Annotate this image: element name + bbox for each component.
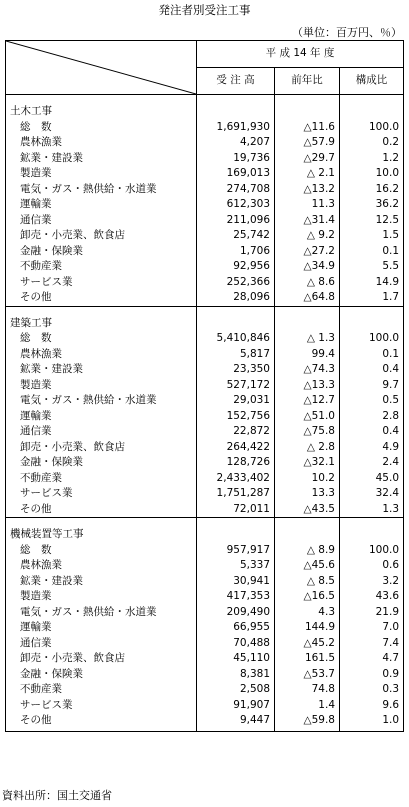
amount-cell: 209,490 — [197, 605, 275, 621]
yoy-cell: △53.7 — [275, 667, 340, 683]
share-cell: 32.4 — [340, 486, 404, 502]
table-row — [6, 440, 404, 456]
yoy-cell: △45.6 — [275, 558, 340, 574]
orders-table — [5, 40, 404, 732]
table-row — [6, 378, 404, 394]
amount-cell: 2,433,402 — [197, 471, 275, 487]
yoy-cell: △57.9 — [275, 135, 340, 151]
empty-cell — [340, 316, 404, 332]
amount-cell: 152,756 — [197, 409, 275, 425]
share-cell: 2.4 — [340, 455, 404, 471]
share-cell: 3.2 — [340, 574, 404, 590]
amount-cell: 169,013 — [197, 166, 275, 182]
section-spacer — [6, 306, 404, 316]
amount-cell: 274,708 — [197, 182, 275, 198]
spacer-cell — [197, 518, 275, 528]
share-cell: 1.2 — [340, 151, 404, 167]
row-label: 金融・保険業 — [6, 667, 197, 683]
table-row — [6, 213, 404, 229]
amount-cell: 22,872 — [197, 424, 275, 440]
amount-cell: 417,353 — [197, 589, 275, 605]
empty-cell — [275, 104, 340, 120]
amount-cell: 30,941 — [197, 574, 275, 590]
amount-cell: 25,742 — [197, 228, 275, 244]
row-label: 金融・保険業 — [6, 455, 197, 471]
share-cell: 0.1 — [340, 347, 404, 363]
empty-cell — [197, 316, 275, 332]
table-row — [6, 120, 404, 136]
amount-cell: 66,955 — [197, 620, 275, 636]
share-cell: 7.4 — [340, 636, 404, 652]
section-spacer — [6, 95, 404, 105]
row-label: サービス業 — [6, 698, 197, 714]
amount-cell: 9,447 — [197, 713, 275, 729]
yoy-cell: △11.6 — [275, 120, 340, 136]
amount-cell: 612,303 — [197, 197, 275, 213]
row-label: その他 — [6, 502, 197, 518]
table-row — [6, 228, 404, 244]
yoy-cell: △ 8.6 — [275, 275, 340, 291]
amount-cell: 92,956 — [197, 259, 275, 275]
section-spacer — [6, 518, 404, 528]
row-label: 農林漁業 — [6, 347, 197, 363]
table-end-spacer — [6, 729, 404, 732]
amount-cell: 5,337 — [197, 558, 275, 574]
share-cell: 0.3 — [340, 682, 404, 698]
row-label: 総 数 — [6, 120, 197, 136]
share-cell: 43.6 — [340, 589, 404, 605]
share-cell: 0.9 — [340, 667, 404, 683]
header-amount: 受 注 高 — [197, 68, 275, 95]
share-cell: 4.9 — [340, 440, 404, 456]
share-cell: 9.7 — [340, 378, 404, 394]
row-label: 通信業 — [6, 424, 197, 440]
share-cell: 45.0 — [340, 471, 404, 487]
empty-cell — [197, 527, 275, 543]
share-cell: 0.1 — [340, 244, 404, 260]
row-label: 運輸業 — [6, 409, 197, 425]
yoy-cell: △13.3 — [275, 378, 340, 394]
spacer-cell — [275, 729, 340, 732]
empty-cell — [340, 527, 404, 543]
yoy-cell: △13.2 — [275, 182, 340, 198]
share-cell: 1.0 — [340, 713, 404, 729]
table-row — [6, 393, 404, 409]
amount-cell: 1,691,930 — [197, 120, 275, 136]
amount-cell: 23,350 — [197, 362, 275, 378]
spacer-cell — [6, 95, 197, 105]
empty-cell — [340, 104, 404, 120]
yoy-cell: △51.0 — [275, 409, 340, 425]
amount-cell: 91,907 — [197, 698, 275, 714]
table-row — [6, 409, 404, 425]
table-row — [6, 182, 404, 198]
table-row — [6, 135, 404, 151]
row-label: 製造業 — [6, 378, 197, 394]
share-cell: 9.6 — [340, 698, 404, 714]
share-cell: 4.7 — [340, 651, 404, 667]
spacer-cell — [340, 518, 404, 528]
yoy-cell: 144.9 — [275, 620, 340, 636]
yoy-cell: 10.2 — [275, 471, 340, 487]
table-row — [6, 424, 404, 440]
row-label: 運輸業 — [6, 197, 197, 213]
empty-cell — [197, 104, 275, 120]
yoy-cell: △34.9 — [275, 259, 340, 275]
yoy-cell: 99.4 — [275, 347, 340, 363]
yoy-cell: 13.3 — [275, 486, 340, 502]
share-cell: 36.2 — [340, 197, 404, 213]
row-label: 卸売・小売業、飲食店 — [6, 651, 197, 667]
share-cell: 2.8 — [340, 409, 404, 425]
table-row — [6, 543, 404, 559]
table-row — [6, 667, 404, 683]
yoy-cell: 4.3 — [275, 605, 340, 621]
row-label: 鉱業・建設業 — [6, 151, 197, 167]
yoy-cell: △59.8 — [275, 713, 340, 729]
section-heading: 機械装置等工事 — [6, 527, 197, 543]
table-row — [6, 574, 404, 590]
table-row — [6, 636, 404, 652]
yoy-cell: △ 2.8 — [275, 440, 340, 456]
share-cell: 100.0 — [340, 120, 404, 136]
share-cell: 0.6 — [340, 558, 404, 574]
amount-cell: 1,706 — [197, 244, 275, 260]
spacer-cell — [6, 306, 197, 316]
amount-cell: 5,410,846 — [197, 331, 275, 347]
yoy-cell: △32.1 — [275, 455, 340, 471]
amount-cell: 2,508 — [197, 682, 275, 698]
row-label: 不動産業 — [6, 471, 197, 487]
table-row — [6, 166, 404, 182]
table-row — [6, 455, 404, 471]
table-row — [6, 682, 404, 698]
table-row — [6, 620, 404, 636]
yoy-cell: 74.8 — [275, 682, 340, 698]
section-heading-row — [6, 104, 404, 120]
table-row — [6, 151, 404, 167]
yoy-cell: △ 9.2 — [275, 228, 340, 244]
share-cell: 100.0 — [340, 543, 404, 559]
spacer-cell — [275, 306, 340, 316]
share-cell: 16.2 — [340, 182, 404, 198]
row-label: その他 — [6, 713, 197, 729]
share-cell: 0.2 — [340, 135, 404, 151]
table-row — [6, 362, 404, 378]
amount-cell: 527,172 — [197, 378, 275, 394]
share-cell: 7.0 — [340, 620, 404, 636]
unit-note: （単位：百万円、％） — [292, 26, 402, 39]
row-label: 金融・保険業 — [6, 244, 197, 260]
share-cell: 1.3 — [340, 502, 404, 518]
share-cell: 21.9 — [340, 605, 404, 621]
amount-cell: 264,422 — [197, 440, 275, 456]
amount-cell: 252,366 — [197, 275, 275, 291]
yoy-cell: △16.5 — [275, 589, 340, 605]
yoy-cell: △27.2 — [275, 244, 340, 260]
amount-cell: 128,726 — [197, 455, 275, 471]
yoy-cell: △ 8.9 — [275, 543, 340, 559]
header-year: 平 成 14 年 度 — [197, 41, 404, 68]
spacer-cell — [197, 306, 275, 316]
row-label: 不動産業 — [6, 259, 197, 275]
table-row — [6, 651, 404, 667]
yoy-cell: △31.4 — [275, 213, 340, 229]
yoy-cell: 161.5 — [275, 651, 340, 667]
row-label: 通信業 — [6, 636, 197, 652]
section-heading-row — [6, 316, 404, 332]
share-cell: 14.9 — [340, 275, 404, 291]
row-label: 製造業 — [6, 589, 197, 605]
share-cell: 10.0 — [340, 166, 404, 182]
table-row — [6, 713, 404, 729]
row-label: 電気・ガス・熱供給・水道業 — [6, 182, 197, 198]
spacer-cell — [6, 729, 197, 732]
row-label: 農林漁業 — [6, 135, 197, 151]
amount-cell: 72,011 — [197, 502, 275, 518]
share-cell: 5.5 — [340, 259, 404, 275]
yoy-cell: △64.8 — [275, 290, 340, 306]
header-diagonal-cell — [6, 41, 197, 95]
yoy-cell: △ 1.3 — [275, 331, 340, 347]
amount-cell: 8,381 — [197, 667, 275, 683]
yoy-cell: △ 8.5 — [275, 574, 340, 590]
amount-cell: 70,488 — [197, 636, 275, 652]
row-label: 通信業 — [6, 213, 197, 229]
yoy-cell: 11.3 — [275, 197, 340, 213]
amount-cell: 28,096 — [197, 290, 275, 306]
spacer-cell — [6, 518, 197, 528]
share-cell: 1.5 — [340, 228, 404, 244]
spacer-cell — [275, 95, 340, 105]
row-label: 農林漁業 — [6, 558, 197, 574]
spacer-cell — [197, 729, 275, 732]
table-row — [6, 486, 404, 502]
table-row — [6, 197, 404, 213]
row-label: その他 — [6, 290, 197, 306]
table-row — [6, 471, 404, 487]
amount-cell: 29,031 — [197, 393, 275, 409]
spacer-cell — [340, 306, 404, 316]
yoy-cell: △12.7 — [275, 393, 340, 409]
table-row — [6, 347, 404, 363]
row-label: 運輸業 — [6, 620, 197, 636]
table-row — [6, 589, 404, 605]
amount-cell: 957,917 — [197, 543, 275, 559]
empty-cell — [275, 527, 340, 543]
table-row — [6, 259, 404, 275]
row-label: 総 数 — [6, 331, 197, 347]
share-cell: 0.5 — [340, 393, 404, 409]
row-label: 卸売・小売業、飲食店 — [6, 440, 197, 456]
yoy-cell: △29.7 — [275, 151, 340, 167]
share-cell: 0.4 — [340, 362, 404, 378]
section-heading: 土木工事 — [6, 104, 197, 120]
table-row — [6, 558, 404, 574]
row-label: サービス業 — [6, 275, 197, 291]
table-row — [6, 331, 404, 347]
row-label: 製造業 — [6, 166, 197, 182]
header-yoy: 前年比 — [275, 68, 340, 95]
row-label: 卸売・小売業、飲食店 — [6, 228, 197, 244]
spacer-cell — [197, 95, 275, 105]
document-title: 発注者別受注工事 — [158, 3, 251, 17]
yoy-cell: 1.4 — [275, 698, 340, 714]
spacer-cell — [340, 95, 404, 105]
amount-cell: 211,096 — [197, 213, 275, 229]
table-row — [6, 275, 404, 291]
amount-cell: 5,817 — [197, 347, 275, 363]
table-row — [6, 290, 404, 306]
table-row — [6, 698, 404, 714]
yoy-cell: △75.8 — [275, 424, 340, 440]
row-label: 鉱業・建設業 — [6, 574, 197, 590]
row-label: 総 数 — [6, 543, 197, 559]
share-cell: 12.5 — [340, 213, 404, 229]
amount-cell: 19,736 — [197, 151, 275, 167]
source-note: 資料出所：国土交通省 — [2, 789, 112, 802]
yoy-cell: △74.3 — [275, 362, 340, 378]
yoy-cell: △43.5 — [275, 502, 340, 518]
amount-cell: 1,751,287 — [197, 486, 275, 502]
share-cell: 1.7 — [340, 290, 404, 306]
table-row — [6, 244, 404, 260]
amount-cell: 45,110 — [197, 651, 275, 667]
header-share: 構成比 — [340, 68, 404, 95]
table-row — [6, 605, 404, 621]
row-label: 電気・ガス・熱供給・水道業 — [6, 605, 197, 621]
share-cell: 0.4 — [340, 424, 404, 440]
share-cell: 100.0 — [340, 331, 404, 347]
row-label: 電気・ガス・熱供給・水道業 — [6, 393, 197, 409]
row-label: サービス業 — [6, 486, 197, 502]
row-label: 不動産業 — [6, 682, 197, 698]
diagonal-line — [6, 41, 196, 94]
section-heading-row — [6, 527, 404, 543]
yoy-cell: △45.2 — [275, 636, 340, 652]
amount-cell: 4,207 — [197, 135, 275, 151]
row-label: 鉱業・建設業 — [6, 362, 197, 378]
empty-cell — [275, 316, 340, 332]
yoy-cell: △ 2.1 — [275, 166, 340, 182]
table-row — [6, 502, 404, 518]
spacer-cell — [275, 518, 340, 528]
section-heading: 建築工事 — [6, 316, 197, 332]
spacer-cell — [340, 729, 404, 732]
